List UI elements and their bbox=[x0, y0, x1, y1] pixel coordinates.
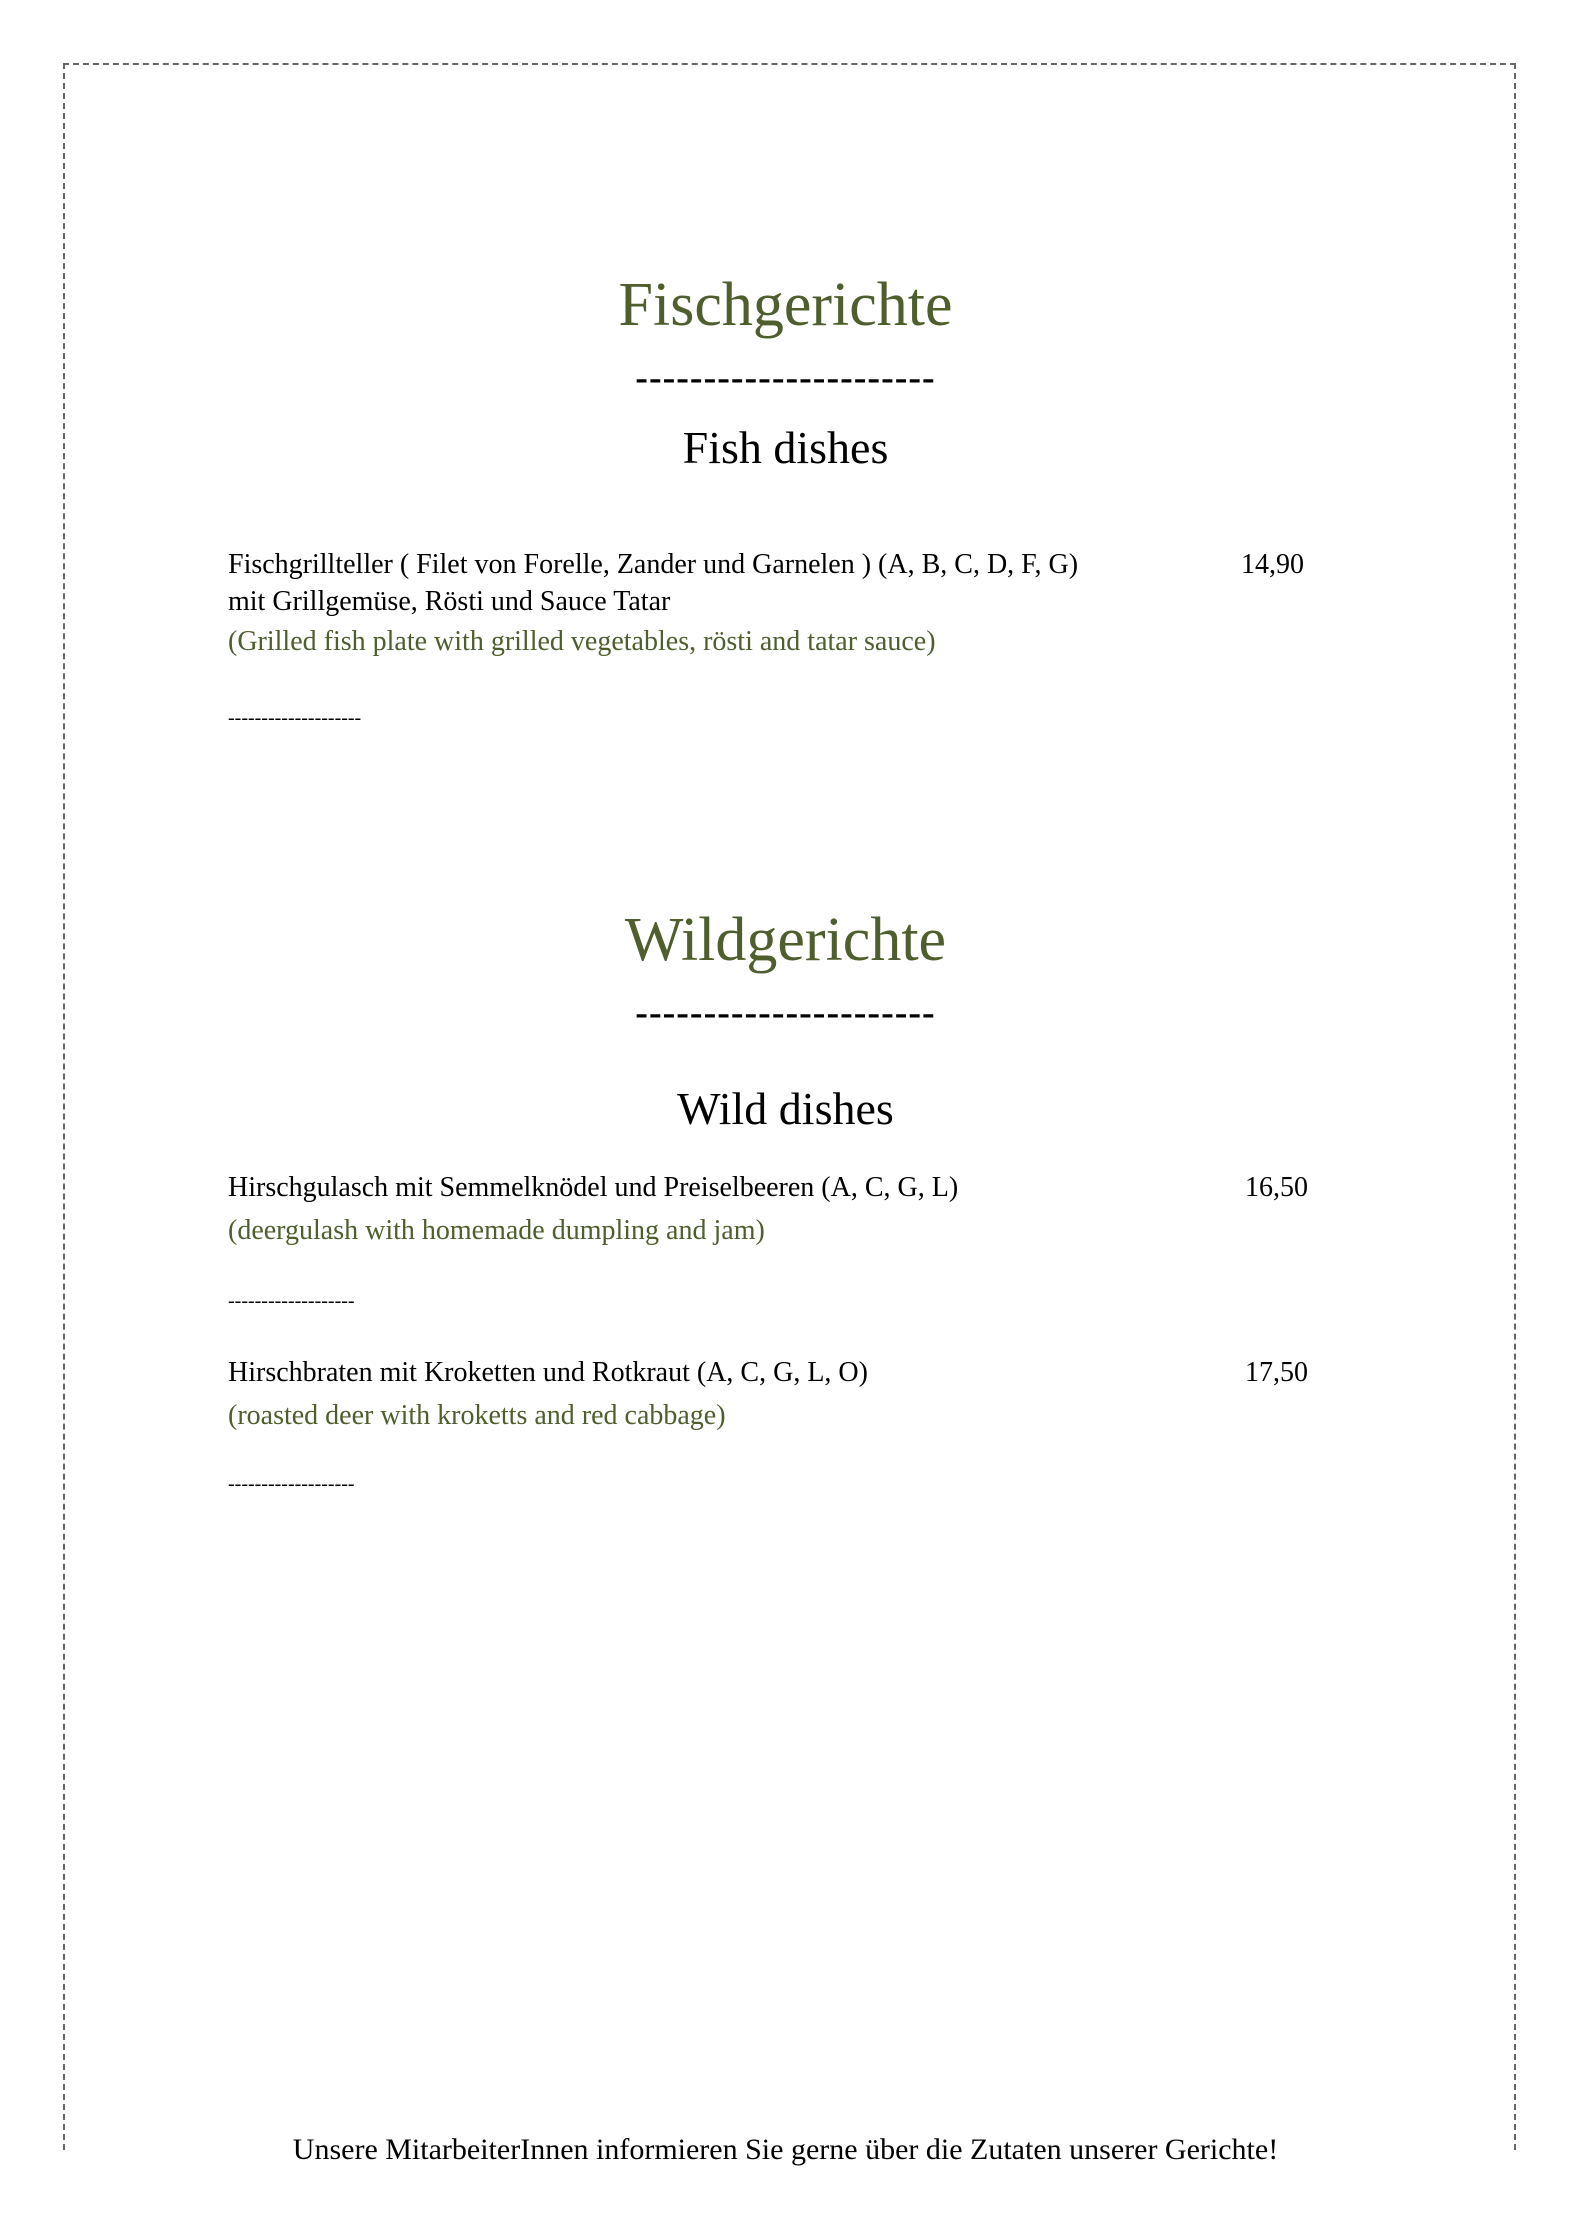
menu-item-deer-roast-name: Hirschbraten mit Kroketten und Rotkraut (A, C, G, L, O) bbox=[228, 1357, 868, 1388]
menu-item-deer-goulash-description: (deergulash with homemade dumpling and jam) bbox=[228, 1215, 765, 1246]
section-title-wild-en: Wild dishes bbox=[677, 1083, 894, 1134]
footer-note: Unsere MitarbeiterInnen informieren Sie gerne über die Zutaten unserer Gerichte! bbox=[292, 2133, 1279, 2166]
menu-item-fish-grill-name-line2: mit Grillgemüse, Rösti und Sauce Tatar bbox=[228, 586, 671, 617]
menu-item-fish-grill-price: 14,90 bbox=[1241, 549, 1304, 580]
section-title-fish-en: Fish dishes bbox=[682, 422, 889, 473]
menu-item-deer-goulash-price: 16,50 bbox=[1245, 1172, 1308, 1203]
section-title-wild-de: Wildgerichte bbox=[624, 906, 947, 974]
menu-item-fish-grill-name: Fischgrillteller ( Filet von Forelle, Zander und Garnelen ) (A, B, C, D, F, G) bbox=[228, 549, 1079, 580]
menu-item-separator: -------------------- bbox=[228, 707, 362, 729]
section-divider-fish: ---------------------- bbox=[635, 357, 936, 399]
footer-clip bbox=[0, 2133, 1571, 2166]
section-title-fish-de: Fischgerichte bbox=[618, 271, 953, 339]
menu-item-deer-roast-price: 17,50 bbox=[1245, 1357, 1308, 1388]
menu-item-fish-grill-description: (Grilled fish plate with grilled vegetables, rösti and tatar sauce) bbox=[228, 626, 936, 657]
section-divider-wild: ---------------------- bbox=[635, 992, 936, 1034]
menu-item-deer-goulash-name: Hirschgulasch mit Semmelknödel und Preiselbeeren (A, C, G, L) bbox=[228, 1172, 959, 1203]
menu-item-deer-roast-description: (roasted deer with kroketts and red cabbage) bbox=[228, 1400, 726, 1431]
menu-item-separator: ------------------- bbox=[228, 1290, 355, 1312]
menu-item-separator: ------------------- bbox=[228, 1473, 355, 1495]
